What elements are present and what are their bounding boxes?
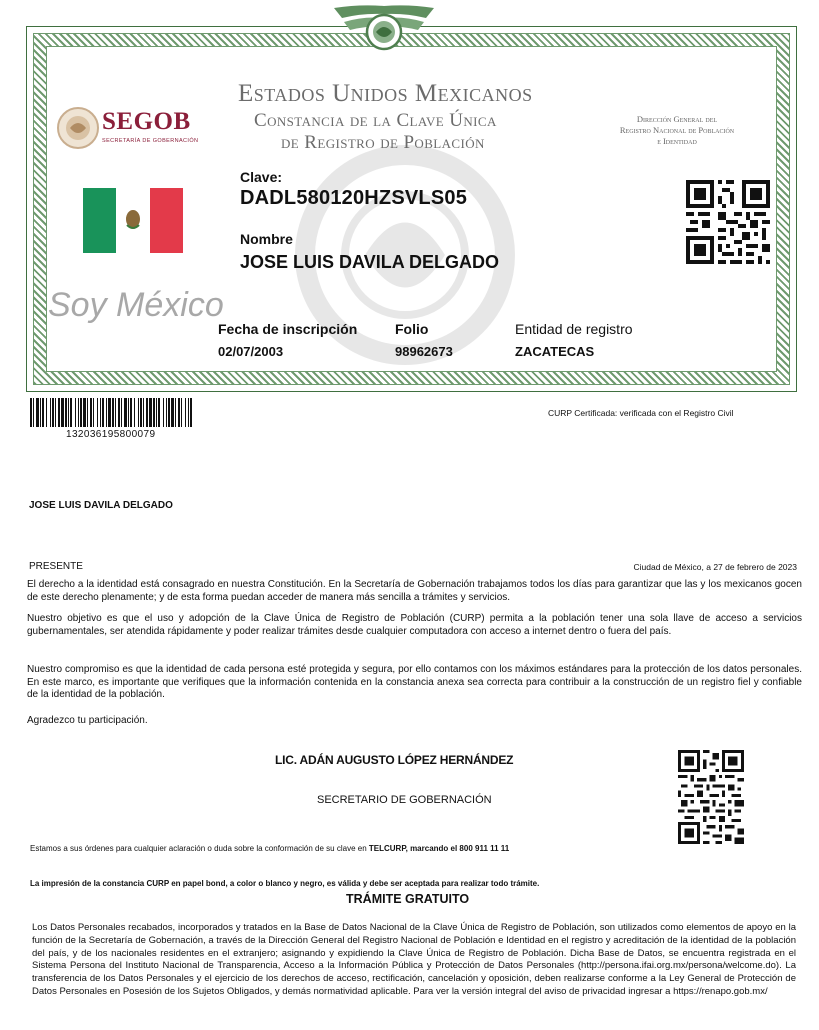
letter-paragraph-1: El derecho a la identidad está consagrado en nuestra Constitución. En la Secretaría de Gobernación trabajamos todos los días para garantizar que las y los mexicanos gocen de este derecho plenamente; y de esta forma puedan acceder de manera más sencilla a trámites y servicios. (27, 579, 802, 603)
title-constancia: Constancia de la Clave Única (254, 110, 497, 131)
dg-line1: Dirección General del (636, 114, 718, 124)
letter-paragraph-4: Agradezco tu participación. (27, 715, 148, 726)
entidad-registro-value: ZACATECAS (515, 344, 595, 359)
letter-paragraph-2: Nuestro objetivo es que el uso y adopción de la Clave Única de Registro de Población (CURP) permita a la población tener una sola llave de acceso a servicios gubernamentales, ser atendida rápidamente y poder realizar trámites desde cualquier computadora con acceso a internet dentro o fuera del país. (27, 613, 802, 637)
flag-eagle-icon (124, 207, 142, 231)
fecha-inscripcion-label: Fecha de inscripción (218, 321, 358, 337)
qr-code-icon (686, 180, 770, 264)
tramite-gratuito: TRÁMITE GRATUITO (346, 892, 470, 906)
signature-qr-code-icon (678, 750, 744, 844)
mexican-flag (83, 188, 183, 253)
title-registro: de Registro de Población (281, 132, 485, 153)
nombre-value: JOSE LUIS DAVILA DELGADO (240, 252, 500, 272)
national-crest-icon (330, 2, 438, 52)
dg-line2: Registro Nacional de Población (619, 125, 735, 135)
letter-date: Ciudad de México, a 27 de febrero de 2023 (633, 562, 797, 572)
telcurp-contact (30, 844, 509, 853)
fecha-inscripcion-value: 02/07/2003 (218, 344, 284, 359)
direccion-general (597, 114, 757, 147)
segob-wordmark: SEGOB (102, 108, 191, 135)
signer-title: SECRETARIO DE GOBERNACIÓN (317, 794, 492, 806)
segob-crest-icon (56, 106, 100, 150)
clave-value: DADL580120HZSVLS05 (240, 187, 468, 209)
soy-mexico-slogan: Soy México (48, 286, 224, 324)
barcode-number: 132036195800079 (66, 429, 156, 440)
entidad-registro-label: Entidad de registro (515, 321, 633, 337)
telcurp-number: TELCURP, marcando el 800 911 11 11 (368, 844, 510, 853)
segob-subtitle: SECRETARÍA DE GOBERNACIÓN (102, 138, 199, 144)
addressee-name: JOSE LUIS DAVILA DELGADO (29, 500, 173, 511)
title-estados-unidos: Estados Unidos Mexicanos (238, 80, 533, 107)
signer-name: LIC. ADÁN AUGUSTO LÓPEZ HERNÁNDEZ (275, 753, 514, 767)
presente-label: PRESENTE (29, 561, 83, 572)
folio-value: 98962673 (395, 344, 453, 359)
privacy-notice: Los Datos Personales recabados, incorporados y tratados en la Base de Datos Nacional de la Clave Única de Registro de Población, son utilizados como elementos de apoyo en la función de la Secretaría de Gobernación, a través de la Dirección General del Registro Nacional de Población e Identidad en el registro y acreditación de la identidad de la población del país, y de los nacionales residentes en el extranjero; asignando y expidiendo la Clave Única de Registro de Población. Dicha Base de Datos, se encuentra registrada en el Sistema Persona del Instituto Nacional de Transparencia, Acceso a la Información Pública y Protección de Datos Personales (http://persona.ifai.org.mx/persona/welcome.do). La transferencia de los Datos Personales y el ejercicio de los derechos de acceso, rectificación, cancelación y oposición, deben realizarse conforme a la Ley General de Protección de Datos Personales en Posesión de los Sujetos Obligados, y demás normatividad aplicable. Para ver la versión integral del aviso de privacidad ingresar a https://renapo.gob.mx/ (32, 922, 796, 997)
impresion-notice: La impresión de la constancia CURP en papel bond, a color o blanco y negro, es válida y debe ser aceptada para realizar todo trámite. (30, 879, 540, 888)
dg-line3: e Identidad (657, 136, 697, 146)
barcode-icon (30, 398, 193, 427)
contact-text: Estamos a sus órdenes para cualquier aclaración o duda sobre la conformación de su clave en (30, 844, 369, 853)
letter-paragraph-3: Nuestro compromiso es que la identidad de cada persona esté protegida y segura, por ello contamos con los máximos estándares para la protección de los datos personales. En este marco, es importante que verifiques que la información contenida en la constancia anexa sea correcta para contribuir a la construcción de un registro fiel y confiable de la identidad de la población. (27, 664, 802, 701)
clave-label: Clave: (240, 169, 283, 185)
nombre-label: Nombre (240, 231, 293, 247)
curp-certificada-note: CURP Certificada: verificada con el Registro Civil (548, 408, 734, 418)
folio-label: Folio (395, 321, 429, 337)
